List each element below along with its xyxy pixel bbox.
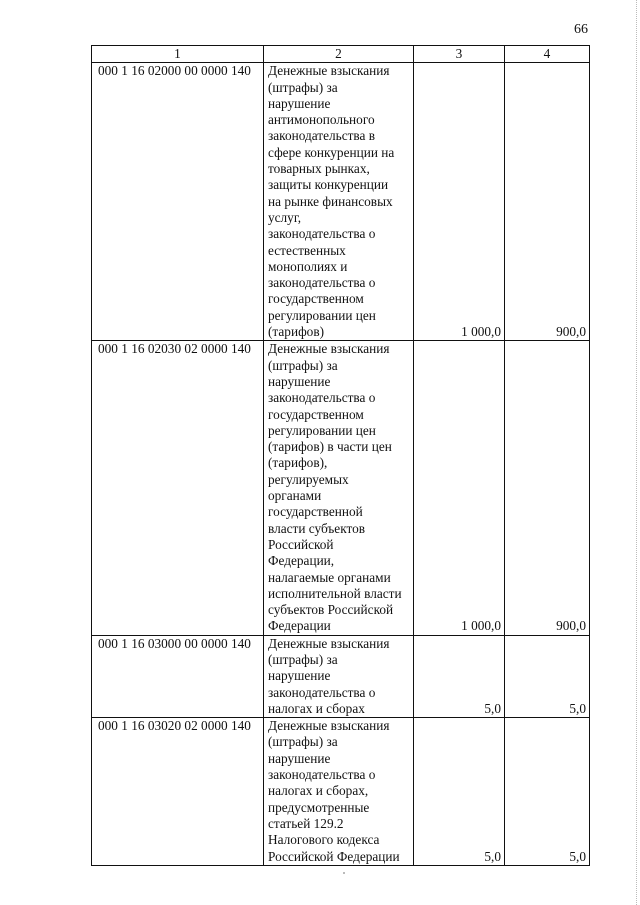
- revenue-name-line: законодательства о: [268, 684, 376, 700]
- revenue-name-line: (штрафы) за: [268, 357, 338, 373]
- column-header-3: 3: [414, 46, 505, 63]
- budget-code-cell: 000 1 16 02000 00 0000 140: [92, 63, 264, 341]
- revenue-name-line: Денежные взыскания: [268, 341, 390, 357]
- revenue-name-line: сфере конкуренции на: [268, 144, 395, 160]
- revenue-name-line: Денежные взыскания: [268, 718, 390, 734]
- revenue-name-line: налогах и сборах,: [268, 783, 369, 799]
- amount-column-3-cell: 1 000,0: [414, 341, 505, 635]
- revenue-name-cell: [264, 341, 414, 635]
- column-header-2: 2: [264, 46, 414, 63]
- revenue-name-line: Денежные взыскания: [268, 63, 390, 79]
- revenue-name-line: товарных рынках,: [268, 161, 370, 177]
- revenue-name-line: нарушение: [268, 95, 331, 111]
- amount-column-4-cell: 5,0: [505, 635, 590, 717]
- column-header-1: 1: [92, 46, 264, 63]
- revenue-name-line: исполнительной власти: [268, 585, 402, 601]
- revenue-name-line: налагаемые органами: [268, 569, 391, 585]
- revenue-name-line: государственном: [268, 291, 364, 307]
- amount-column-3-cell: 5,0: [414, 718, 505, 866]
- table-row: [92, 635, 590, 717]
- budget-table: [91, 45, 590, 866]
- revenue-name-line: Федерации: [268, 618, 331, 634]
- revenue-name-line: (штрафы) за: [268, 734, 338, 750]
- scan-speck: [343, 872, 345, 874]
- revenue-name-line: нарушение: [268, 668, 331, 684]
- budget-code-cell: 000 1 16 03020 02 0000 140: [92, 718, 264, 866]
- revenue-name-line: естественных: [268, 242, 346, 258]
- revenue-name-line: (тарифов) в части цен: [268, 439, 392, 455]
- revenue-name-line: власти субъектов: [268, 520, 366, 536]
- header-row: [92, 46, 590, 63]
- revenue-name-line: (штрафы) за: [268, 79, 338, 95]
- revenue-name-line: услуг,: [268, 209, 302, 225]
- revenue-name-line: законодательства о: [268, 767, 376, 783]
- revenue-name-line: органами: [268, 488, 322, 504]
- table-row: [92, 63, 590, 341]
- revenue-name-line: антимонопольного: [268, 112, 375, 128]
- budget-code-cell: 000 1 16 02030 02 0000 140: [92, 341, 264, 635]
- revenue-name-line: нарушение: [268, 750, 331, 766]
- amount-column-4-cell: 5,0: [505, 718, 590, 866]
- revenue-name-line: законодательства о: [268, 275, 376, 291]
- revenue-name-line: законодательства о: [268, 226, 376, 242]
- revenue-name-line: законодательства в: [268, 128, 376, 144]
- revenue-name-line: монополиях и: [268, 258, 348, 274]
- revenue-name-line: (тарифов),: [268, 455, 328, 471]
- revenue-name-line: Денежные взыскания: [268, 635, 390, 651]
- amount-column-4-cell: 900,0: [505, 63, 590, 341]
- scan-edge-line: [636, 0, 637, 905]
- budget-code-cell: 000 1 16 03000 00 0000 140: [92, 635, 264, 717]
- revenue-name-line: регулируемых: [268, 471, 349, 487]
- revenue-name-cell: [264, 635, 414, 717]
- revenue-name-line: регулировании цен: [268, 307, 376, 323]
- revenue-name-cell: [264, 718, 414, 866]
- revenue-name-line: Российской: [268, 536, 334, 552]
- revenue-name-line: нарушение: [268, 373, 331, 389]
- table-row: [92, 341, 590, 635]
- revenue-name-line: налогах и сборах: [268, 700, 365, 716]
- page-number: 66: [574, 22, 588, 37]
- revenue-name-line: (тарифов): [268, 324, 325, 340]
- revenue-name-line: Российской Федерации: [268, 848, 400, 864]
- table-row: [92, 718, 590, 866]
- revenue-name-line: законодательства о: [268, 390, 376, 406]
- revenue-name-cell: [264, 63, 414, 341]
- amount-column-3-cell: 5,0: [414, 635, 505, 717]
- revenue-name-line: (штрафы) за: [268, 651, 338, 667]
- amount-column-4-cell: 900,0: [505, 341, 590, 635]
- revenue-name-line: защиты конкуренции: [268, 177, 389, 193]
- revenue-name-line: Федерации,: [268, 553, 335, 569]
- revenue-name-line: статьей 129.2: [268, 815, 344, 831]
- revenue-name-line: Налогового кодекса: [268, 832, 380, 848]
- column-header-4: 4: [505, 46, 590, 63]
- revenue-name-line: субъектов Российской: [268, 602, 394, 618]
- revenue-name-line: регулировании цен: [268, 422, 376, 438]
- revenue-name-line: на рынке финансовых: [268, 193, 393, 209]
- revenue-name-line: предусмотренные: [268, 799, 370, 815]
- revenue-name-line: государственной: [268, 504, 363, 520]
- revenue-name-line: государственном: [268, 406, 364, 422]
- amount-column-3-cell: 1 000,0: [414, 63, 505, 341]
